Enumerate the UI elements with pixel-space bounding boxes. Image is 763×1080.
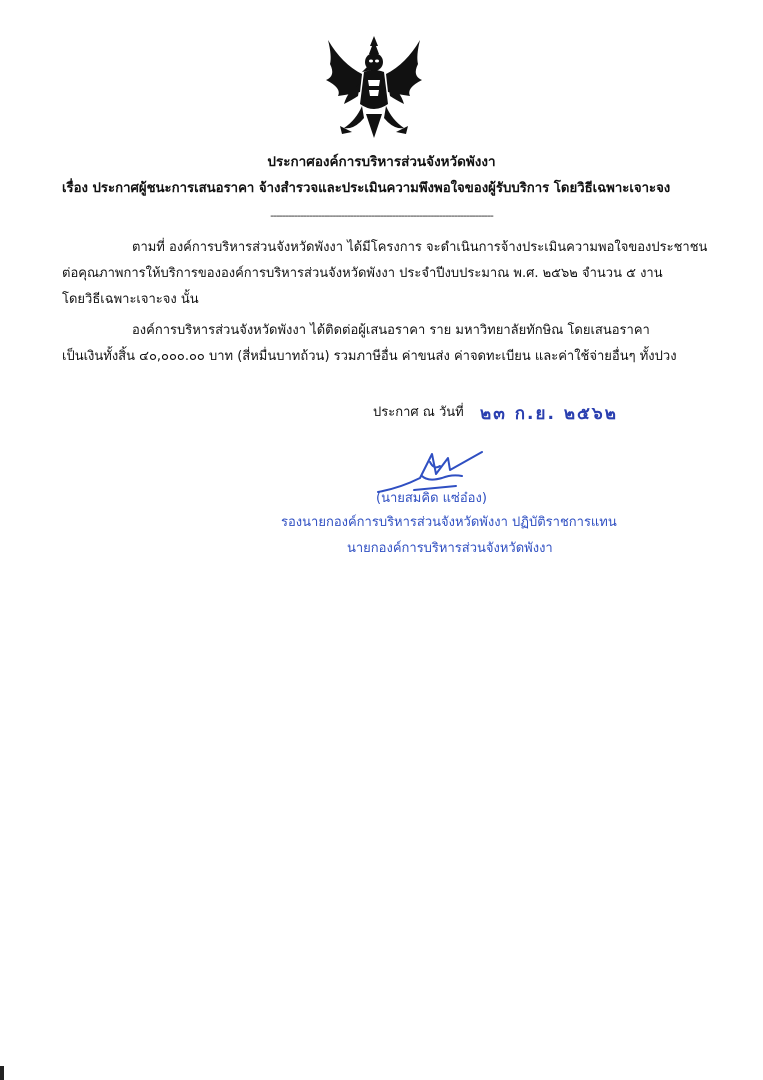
announce-date: ๒๓ ก.ย. ๒๕๖๒ bbox=[480, 404, 618, 424]
paragraph2-line2: เป็นเงินทั้งสิ้น ๔๐,๐๐๐.๐๐ บาท (สี่หมื่นบาทถ้วน) รวมภาษีอื่น ค่าขนส่ง ค่าจดทะเบียน และค่าใช้จ่ายอื่นๆ ทั้งปวง bbox=[62, 349, 677, 364]
paragraph2-line1: องค์การบริหารส่วนจังหวัดพังงา ได้ติดต่อผู้เสนอราคา ราย มหาวิทยาลัยทักษิณ โดยเสนอราคา bbox=[132, 323, 650, 338]
paragraph1-line2: ต่อคุณภาพการให้บริการขององค์การบริหารส่วนจังหวัดพังงา ประจำปีงบประมาณ พ.ศ. ๒๕๖๒ จำนวน ๕ งาน bbox=[62, 266, 663, 281]
scan-edge-mark bbox=[0, 1066, 4, 1080]
garuda-emblem-icon bbox=[322, 34, 426, 142]
separator-line: --------------------------------------------------------------------------- bbox=[270, 209, 493, 222]
paragraph1-line3: โดยวิธีเฉพาะเจาะจง นั้น bbox=[62, 292, 199, 307]
paragraph1-line1: ตามที่ องค์การบริหารส่วนจังหวัดพังงา ได้มีโครงการ จะดำเนินการจ้างประเมินความพอใจของประชาชน bbox=[132, 240, 708, 255]
signer-role-line1: รองนายกองค์การบริหารส่วนจังหวัดพังงา ปฏิบัติราชการแทน bbox=[281, 515, 617, 530]
signer-role-line2: นายกองค์การบริหารส่วนจังหวัดพังงา bbox=[347, 541, 553, 556]
signer-name: (นายสมคิด แซ่อ๋อง) bbox=[376, 491, 487, 506]
announce-label: ประกาศ ณ วันที่ bbox=[373, 405, 464, 420]
announcement-subject: เรื่อง ประกาศผู้ชนะการเสนอราคา จ้างสำรวจและประเมินความพึงพอใจของผู้รับบริการ โดยวิธีเฉพาะเจาะจง bbox=[62, 181, 671, 196]
announcement-title: ประกาศองค์การบริหารส่วนจังหวัดพังงา bbox=[267, 154, 496, 170]
